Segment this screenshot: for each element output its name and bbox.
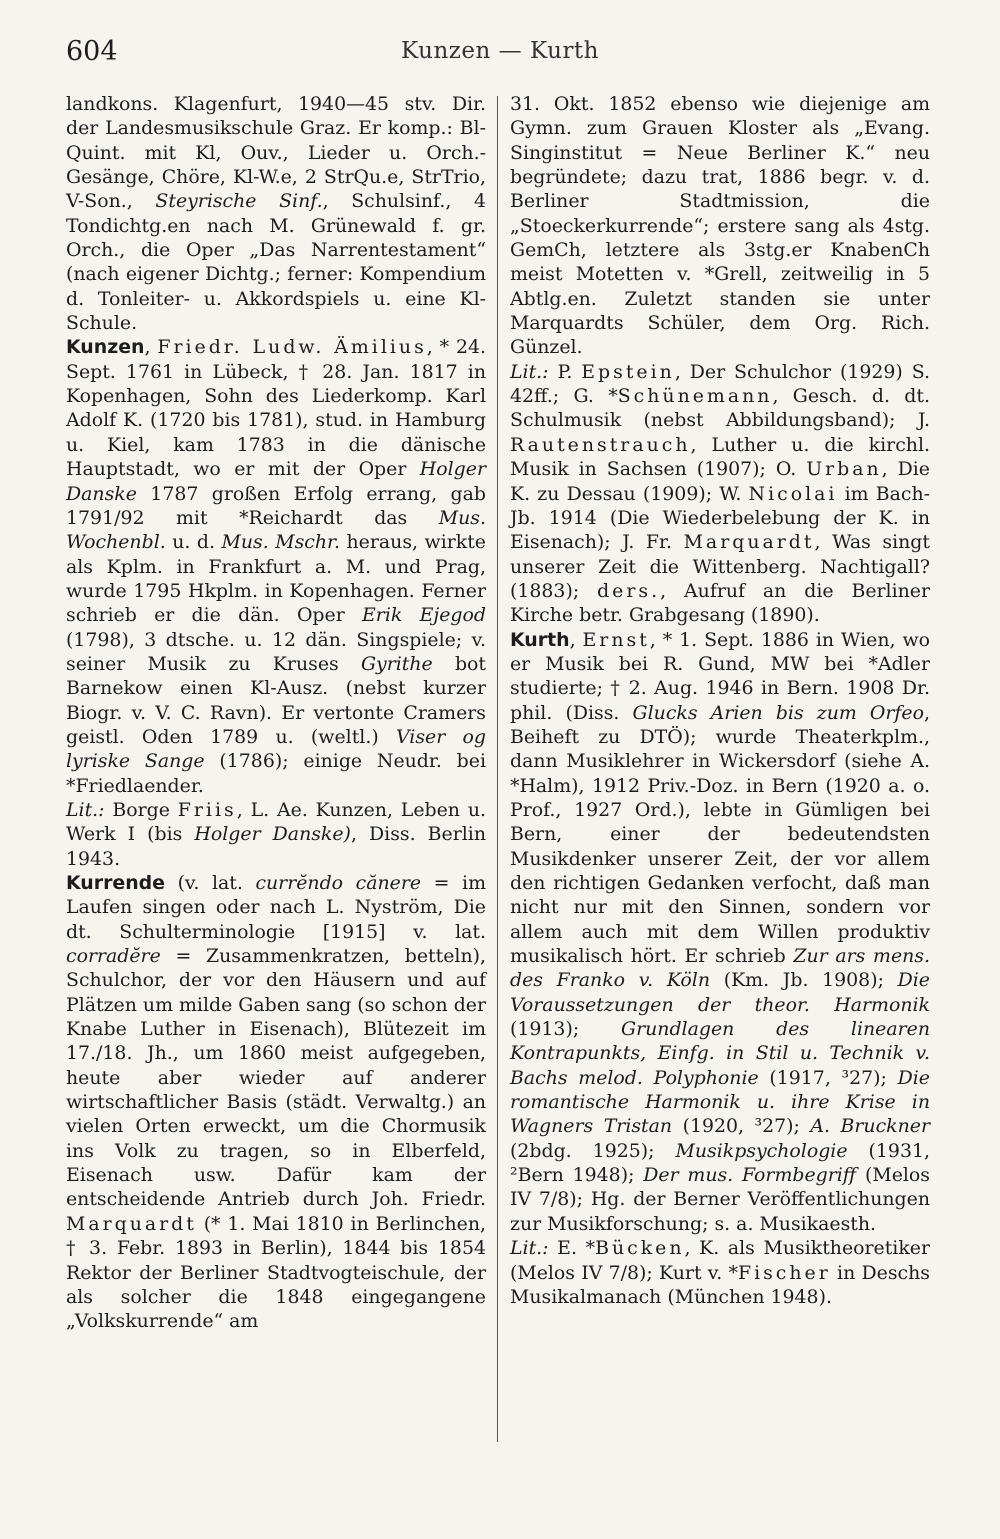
entry-kurrende-literature: Lit.: P. Epstein, Der Schulchor (1929) S. 42ff.; G. *Schünemann, Gesch. d. dt. Schulmusik (nebst Abbildungsband); J. Rautenstrauch, Luther u. die kirchl. Musik in Sachsen (1907); O. Urban, Die K. zu Dessau (1909); W. Nicolai im Bach-Jb. 1914 (Die Wiederbelebung der K. in Eisenach); J. Fr. Marquardt, Was singt unserer Zeit die Wittenberg. Nachtigall? (1883); ders., Aufruf an die Berliner Kirche betr. Grabgesang (1890).	[510, 360, 931, 627]
entry-kurth: Kurth, Ernst, * 1. Sept. 1886 in Wien, wo er Musik bei R. Gund, MW bei *Adler studierte; † 2. Aug. 1946 in Bern. 1908 Dr. phil. (Diss. Glucks Arien bis zum Orfeo, Beiheft zu DTÖ); wurde Theaterkplm., dann Musiklehrer in Wickersdorf (siehe A. *Halm), 1912 Priv.-Doz. in Bern (1920 a. o. Prof., 1927 Ord.), lebte in Gümligen bei Bern, einer der bedeutendsten Musikdenker unserer Zeit, der vor allem den richtigen Gedanken verfocht, daß man nicht nur mit den Sinnen, sondern vor allem auch mit dem Willen produktiv musikalisch hört. Er schrieb Zur ars mens. des Franko v. Köln (Km. Jb. 1908); Die Voraussetzungen der theor. Harmonik (1913); Grundlagen des linearen Kontrapunkts, Einfg. in Stil u. Technik v. Bachs melod. Polyphonie (1917, ³27); Die romantische Harmonik u. ihre Krise in Wagners Tristan (1920, ³27); A. Bruckner (2bdg. 1925); Musikpsychologie (1931, ²Bern 1948); Der mus. Formbegriff (Melos IV 7/8); Hg. der Berner Veröffentlichungen zur Musikforschung; s. a. Musikaesth.	[510, 628, 931, 1235]
page-header	[66, 36, 934, 76]
left-column	[66, 92, 486, 1334]
page-number: 604	[66, 36, 118, 67]
entry-kunzen: Kunzen, Friedr. Ludw. Ämilius, * 24. Sept. 1761 in Lübeck, † 28. Jan. 1817 in Kopenhagen, Sohn des Liederkomp. Karl Adolf K. (1720 bis 1781), stud. in Hamburg u. Kiel, kam 1783 in die dänische Hauptstadt, wo er mit der Oper Holger Danske 1787 großen Erfolg errang, gab 1791/92 mit *Reichardt das Mus. Wochenbl. u. d. Mus. Mschr. heraus, wirkte als Kplm. in Frankfurt a. M. und Prag, wurde 1795 Hkplm. in Kopenhagen. Ferner schrieb er die dän. Oper Erik Ejegod (1798), 3 dtsche. u. 12 dän. Singspiele; v. seiner Musik zu Kruses Gyrithe bot Barnekow einen Kl-Ausz. (nebst kurzer Biogr. v. V. C. Ravn). Er vertonte Cramers geistl. Oden 1789 u. (weltl.) Viser og lyriske Sange (1786); einige Neudr. bei *Friedlaender.	[66, 336, 487, 797]
entry-kurrende-continuation: 31. Okt. 1852 ebenso wie diejenige am Gymn. zum Grauen Kloster als „Evang. Singinstitut = Neue Berliner K.“ neu begründete; dazu trat, 1886 begr. v. d. Berliner Stadtmission, die „Stoeckerkurrende“; erstere sang als 4stg. GemCh, letztere als 3stg.er KnabenCh meist Motetten v. *Grell, zeitweilig in 5 Abtlg.en. Zuletzt standen sie unter Marquardts Schüler, dem Org. Rich. Günzel.	[510, 93, 930, 359]
entry-kurth-literature: Lit.: E. *Bücken, K. als Musiktheoretiker (Melos IV 7/8); Kurt v. *Fischer in Deschs Musikalmanach (München 1948).	[510, 1237, 931, 1308]
column-divider	[497, 96, 498, 1442]
running-head: Kunzen — Kurth	[400, 38, 599, 64]
entry-kunzen-literature: Lit.: Borge Friis, L. Ae. Kunzen, Leben u. Werk I (bis Holger Danske), Diss. Berlin 1943.	[66, 798, 486, 870]
entry-kurrende: Kurrende (v. lat. currĕndo cănere = im Laufen singen oder nach L. Nyström, Die dt. Schulterminologie [1915] v. lat. corradĕre = Zusammenkratzen, betteln), Schulchor, der vor den Häusern und auf Plätzen um milde Gaben sang (so schon der Knabe Luther in Eisenach), Blütezeit im 17./18. Jh., um 1860 meist aufgegeben, heute aber wieder auf anderer wirtschaftlicher Basis (städt. Verwaltg.) an vielen Orten erweckt, um die Chormusik ins Volk zu tragen, so in Elberfeld, Eisenach usw. Dafür kam der entscheidende Antrieb durch Joh. Friedr. Marquardt (* 1. Mai 1810 in Berlinchen, † 3. Febr. 1893 in Berlin), 1844 bis 1854 Rektor der Berliner Stadtvogteischule, der als solcher die 1848 eingegangene „Volkskurrende“ am	[66, 872, 487, 1333]
right-column	[510, 92, 930, 1309]
entry-continuation: landkons. Klagenfurt, 1940—45 stv. Dir. der Landesmusikschule Graz. Er komp.: Bl-Quint. mit Kl, Ouv., Lieder u. Orch.-Gesänge, Chöre, Kl-W.e, 2 StrQu.e, StrTrio, V-Son., Steyrische Sinf., Schulsinf., 4 Tondichtg.en nach M. Grünewald f. gr. Orch., die Oper „Das Narrentestament“ (nach eigener Dichtg.; ferner: Kompendium d. Tonleiter- u. Akkordspiels u. eine Kl-Schule.	[66, 93, 486, 335]
